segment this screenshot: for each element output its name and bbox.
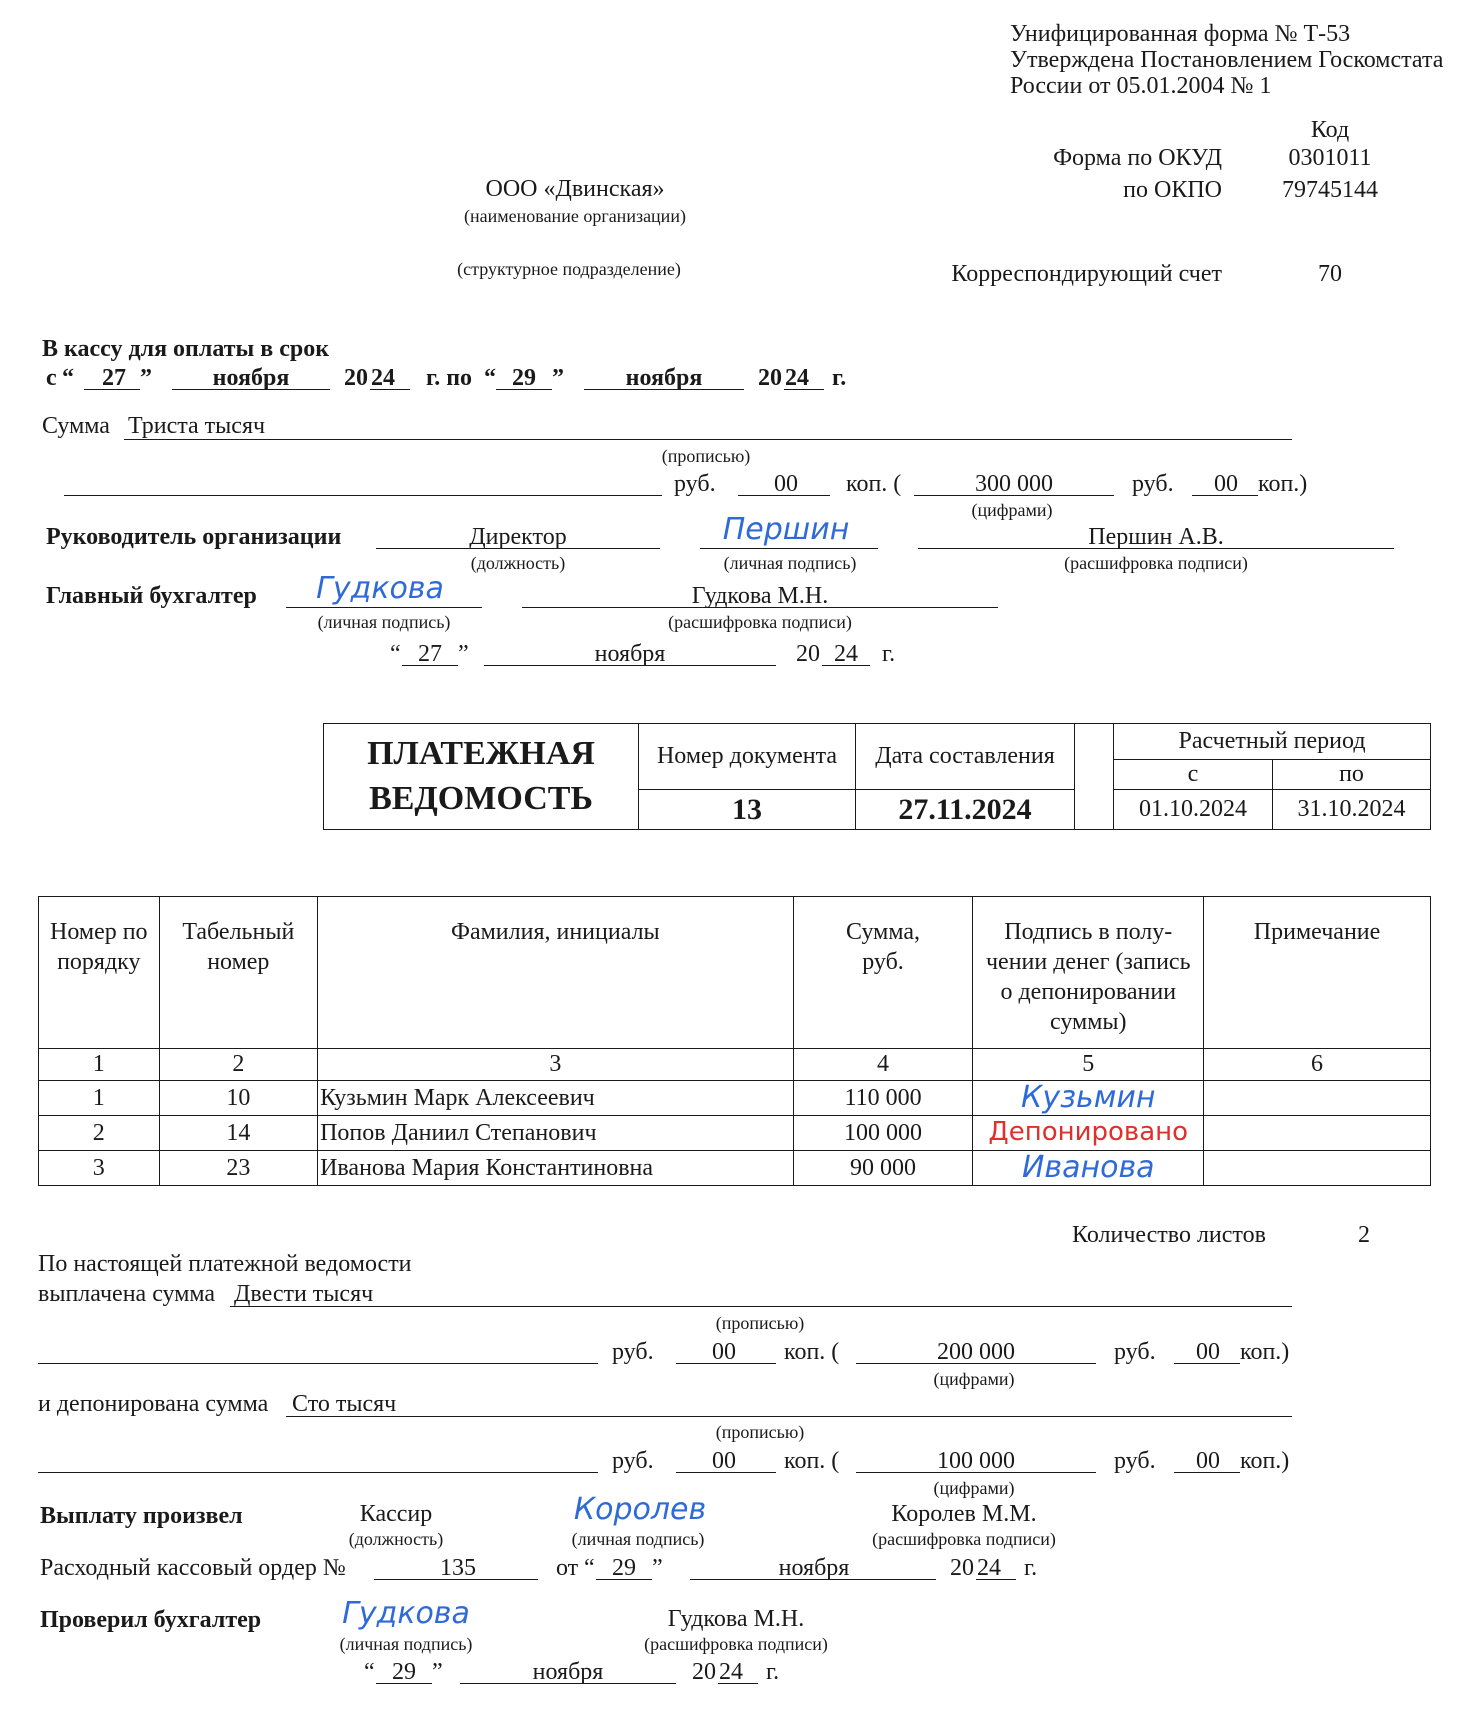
period-from-header: с — [1114, 760, 1273, 790]
period-from: 01.10.2024 — [1114, 790, 1273, 830]
sum-digits: 300 000 — [975, 471, 1053, 497]
head-position-caption: (должность) — [470, 553, 566, 573]
from-day: 27 — [102, 365, 126, 391]
cell-note — [1204, 1151, 1431, 1186]
chief-accountant-year-suffix: 24 — [834, 641, 858, 667]
paid-continuation-line — [38, 1363, 598, 1364]
head-name-caption: (расшифровка подписи) — [1064, 553, 1248, 573]
checked-name: Гудкова М.Н. — [667, 1606, 805, 1632]
year-suffix: г. — [832, 365, 847, 391]
to-month: ноября — [625, 365, 703, 391]
deposited-rub-2: руб. — [1114, 1448, 1156, 1474]
sum-words: Триста тысяч — [128, 413, 266, 439]
cell-name: Попов Даниил Степанович — [318, 1116, 794, 1151]
deposited-continuation-line — [38, 1472, 598, 1473]
cell-note — [1204, 1116, 1431, 1151]
order-year-suffix: 24 — [977, 1555, 1001, 1581]
checked-signature-caption: (личная подпись) — [339, 1634, 473, 1654]
quote-close: ” — [140, 365, 152, 391]
document-title-line-2: ВЕДОМОСТЬ — [369, 779, 593, 817]
payout-position: Кассир — [359, 1501, 433, 1527]
quote-open: “ — [364, 1659, 375, 1685]
column-header-line: Подпись в полу- — [1004, 919, 1173, 945]
deposited-kop-2: 00 — [1196, 1448, 1220, 1474]
quote-open: “ — [62, 365, 74, 391]
deposited-digits-caption: (цифрами) — [933, 1478, 1015, 1498]
column-header-2 — [159, 897, 317, 1049]
cell-signature — [973, 1151, 1204, 1186]
order-number: 135 — [440, 1555, 476, 1581]
quote-open: “ — [584, 1555, 595, 1581]
table-row — [39, 1116, 1431, 1151]
paid-digits: 200 000 — [937, 1339, 1015, 1365]
deposited-label: и депонирована сумма — [38, 1391, 269, 1417]
chief-accountant-name: Гудкова М.Н. — [691, 583, 829, 609]
payments-table — [38, 896, 1431, 1186]
chief-accountant-signature-line — [286, 607, 482, 608]
payout-signature-caption: (личная подпись) — [571, 1529, 705, 1549]
head-signature-caption: (личная подпись) — [723, 553, 857, 573]
sum-rub: руб. — [674, 471, 716, 497]
checked-date-suffix: г. — [766, 1659, 780, 1685]
code-header: Код — [1310, 117, 1350, 143]
cell-tab: 14 — [159, 1116, 317, 1151]
deposited-words-caption: (прописью) — [715, 1422, 805, 1442]
document-header-table — [323, 723, 1431, 830]
quote-close: ” — [432, 1659, 443, 1685]
employee-signature: Иванова — [1021, 1149, 1155, 1185]
column-header-line: Табельный — [182, 919, 295, 945]
column-number: 2 — [159, 1049, 317, 1081]
chief-accountant-month: ноября — [594, 641, 666, 667]
deposited-kop-open: коп. ( — [784, 1448, 840, 1474]
sum-continuation-line — [64, 495, 662, 496]
to-prefix: г. по — [426, 365, 473, 391]
column-header-line: Примечание — [1253, 919, 1381, 945]
checked-month: ноября — [532, 1659, 604, 1685]
sum-kop: 00 — [774, 471, 798, 497]
payout-name-caption: (расшифровка подписи) — [872, 1529, 1056, 1549]
organization-name-caption: (наименование организации) — [464, 206, 686, 226]
sheets-value: 2 — [1358, 1222, 1370, 1248]
paid-digits-caption: (цифрами) — [933, 1369, 1015, 1389]
paid-kop: 00 — [712, 1339, 736, 1365]
paid-rub-2: руб. — [1114, 1339, 1156, 1365]
column-number: 3 — [318, 1049, 794, 1081]
division-caption: (структурное подразделение) — [457, 259, 681, 279]
deposited-rub: руб. — [612, 1448, 654, 1474]
quote-close: ” — [458, 641, 469, 667]
sum-kop-2: 00 — [1214, 471, 1238, 497]
sheets-label: Количество листов — [1072, 1222, 1266, 1248]
paid-kop-open: коп. ( — [784, 1339, 840, 1365]
from-month: ноября — [212, 365, 290, 391]
chief-accountant-label: Главный бухгалтер — [46, 583, 257, 609]
cell-sum: 110 000 — [793, 1081, 973, 1116]
document-date-header: Дата составления — [856, 724, 1075, 790]
okpo-value: 79745144 — [1282, 177, 1378, 203]
order-label: Расходный кассовый ордер № — [40, 1555, 346, 1581]
checked-year-prefix: 20 — [692, 1659, 716, 1685]
sum-digits-caption: (цифрами) — [971, 500, 1053, 520]
deposited-words: Сто тысяч — [292, 1391, 397, 1417]
sum-words-caption: (прописью) — [661, 446, 751, 466]
paid-label: выплачена сумма — [38, 1281, 216, 1307]
okud-value: 0301011 — [1288, 145, 1372, 171]
organization-name: ООО «Двинская» — [485, 176, 665, 202]
column-header-line: чении денег (запись — [985, 949, 1191, 975]
cell-tab: 10 — [159, 1081, 317, 1116]
column-header-4 — [793, 897, 973, 1049]
period-to-header: по — [1273, 760, 1431, 790]
sum-words-line — [124, 439, 1292, 440]
from-year-prefix: 20 — [344, 365, 368, 391]
account-value: 70 — [1318, 261, 1342, 287]
deposited-words-line — [286, 1416, 1292, 1417]
from-prefix: с — [46, 365, 57, 391]
cell-num: 3 — [39, 1151, 160, 1186]
period-to: 31.10.2024 — [1273, 790, 1431, 830]
sum-kop-open: коп. ( — [846, 471, 902, 497]
column-header-line: номер — [207, 949, 270, 975]
to-year-prefix: 20 — [758, 365, 782, 391]
deposited-kop-close: коп.) — [1240, 1448, 1290, 1474]
cell-sum: 90 000 — [793, 1151, 973, 1186]
chief-accountant-year-prefix: 20 — [796, 641, 820, 667]
head-label: Руководитель организации — [46, 524, 342, 550]
checked-signature: Гудкова — [342, 1596, 470, 1631]
column-header-line: о депонировании — [1000, 979, 1177, 1005]
chief-accountant-signature-caption: (личная подпись) — [317, 612, 451, 632]
sum-rub-2: руб. — [1132, 471, 1174, 497]
okud-label: Форма по ОКУД — [1053, 145, 1222, 171]
cell-sum: 100 000 — [793, 1116, 973, 1151]
column-number: 1 — [39, 1049, 160, 1081]
document-blank-cell — [1075, 724, 1114, 830]
column-number-row — [39, 1049, 1431, 1081]
table-row — [39, 1151, 1431, 1186]
column-number: 6 — [1204, 1049, 1431, 1081]
form-reference-line-1: Унифицированная форма № Т-53 — [1010, 21, 1351, 47]
column-header-5 — [973, 897, 1204, 1049]
paid-words-line — [230, 1306, 1292, 1307]
cell-name: Иванова Мария Константиновна — [318, 1151, 794, 1186]
paid-rub: руб. — [612, 1339, 654, 1365]
payout-label: Выплату произвел — [40, 1503, 243, 1529]
cell-num: 1 — [39, 1081, 160, 1116]
order-from: от — [556, 1555, 579, 1581]
document-date: 27.11.2024 — [856, 790, 1075, 830]
from-year-suffix: 24 — [371, 365, 395, 391]
cell-name: Кузьмин Марк Алексеевич — [318, 1081, 794, 1116]
column-header-3 — [318, 897, 794, 1049]
deposited-kop: 00 — [712, 1448, 736, 1474]
order-suffix: г. — [1024, 1555, 1038, 1581]
column-header-line: Фамилия, инициалы — [450, 919, 660, 945]
order-day: 29 — [612, 1555, 636, 1581]
okpo-label: по ОКПО — [1123, 177, 1222, 203]
cell-signature — [973, 1116, 1204, 1151]
employee-signature: Кузьмин — [1021, 1079, 1156, 1115]
checked-name-caption: (расшифровка подписи) — [644, 1634, 828, 1654]
column-header-line: порядку — [57, 949, 141, 975]
column-header-line: суммы) — [1049, 1009, 1127, 1035]
paid-kop-2: 00 — [1196, 1339, 1220, 1365]
paid-words: Двести тысяч — [234, 1281, 374, 1307]
head-signature-line — [700, 548, 878, 549]
table-row — [39, 1081, 1431, 1116]
checked-label: Проверил бухгалтер — [40, 1607, 262, 1633]
chief-accountant-signature: Гудкова — [316, 571, 444, 606]
column-number: 4 — [793, 1049, 973, 1081]
deposited-mark: Депонировано — [988, 1117, 1189, 1147]
payout-signature: Королев — [573, 1492, 707, 1527]
chief-accountant-name-caption: (расшифровка подписи) — [668, 612, 852, 632]
order-month: ноября — [778, 1555, 850, 1581]
sum-label: Сумма — [42, 413, 110, 439]
head-position: Директор — [469, 524, 567, 550]
document-title — [324, 724, 639, 830]
period-header: Расчетный период — [1114, 724, 1431, 760]
document-title-line-1: ПЛАТЕЖНАЯ — [367, 735, 595, 773]
paid-words-caption: (прописью) — [715, 1313, 805, 1333]
quote-open: “ — [484, 365, 496, 391]
form-reference-line-2: Утверждена Постановлением Госкомстата — [1010, 47, 1444, 73]
document-number: 13 — [639, 790, 856, 830]
column-header-6 — [1204, 897, 1431, 1049]
head-name: Першин А.В. — [1088, 524, 1224, 550]
paid-kop-close: коп.) — [1240, 1339, 1290, 1365]
quote-open: “ — [390, 641, 401, 667]
column-header-line: Номер по — [50, 919, 148, 945]
column-header-line: руб. — [862, 949, 904, 975]
checked-year-suffix: 24 — [719, 1659, 743, 1685]
summary-line-1: По настоящей платежной ведомости — [38, 1251, 412, 1277]
cell-note — [1204, 1081, 1431, 1116]
account-label: Корреспондирующий счет — [951, 261, 1222, 287]
column-number: 5 — [973, 1049, 1204, 1081]
quote-close: ” — [552, 365, 564, 391]
column-header-1 — [39, 897, 160, 1049]
order-year-prefix: 20 — [950, 1555, 974, 1581]
cell-tab: 23 — [159, 1151, 317, 1186]
payout-position-caption: (должность) — [348, 1529, 444, 1549]
payment-term-title: В кассу для оплаты в срок — [42, 336, 330, 362]
cell-signature — [973, 1081, 1204, 1116]
chief-accountant-day: 27 — [418, 641, 442, 667]
to-year-suffix: 24 — [785, 365, 809, 391]
table-header-row — [39, 897, 1431, 1049]
head-signature: Першин — [722, 512, 850, 547]
deposited-digits: 100 000 — [937, 1448, 1015, 1474]
form-reference-line-3: России от 05.01.2004 № 1 — [1010, 73, 1272, 99]
column-header-line: Сумма, — [846, 919, 920, 945]
to-day: 29 — [512, 365, 536, 391]
quote-close: ” — [652, 1555, 663, 1581]
chief-accountant-date-suffix: г. — [882, 641, 896, 667]
payout-name: Королев М.М. — [891, 1501, 1037, 1527]
cell-num: 2 — [39, 1116, 160, 1151]
checked-day: 29 — [392, 1659, 416, 1685]
document-number-header: Номер документа — [639, 724, 856, 790]
sum-kop-close: коп.) — [1258, 471, 1308, 497]
